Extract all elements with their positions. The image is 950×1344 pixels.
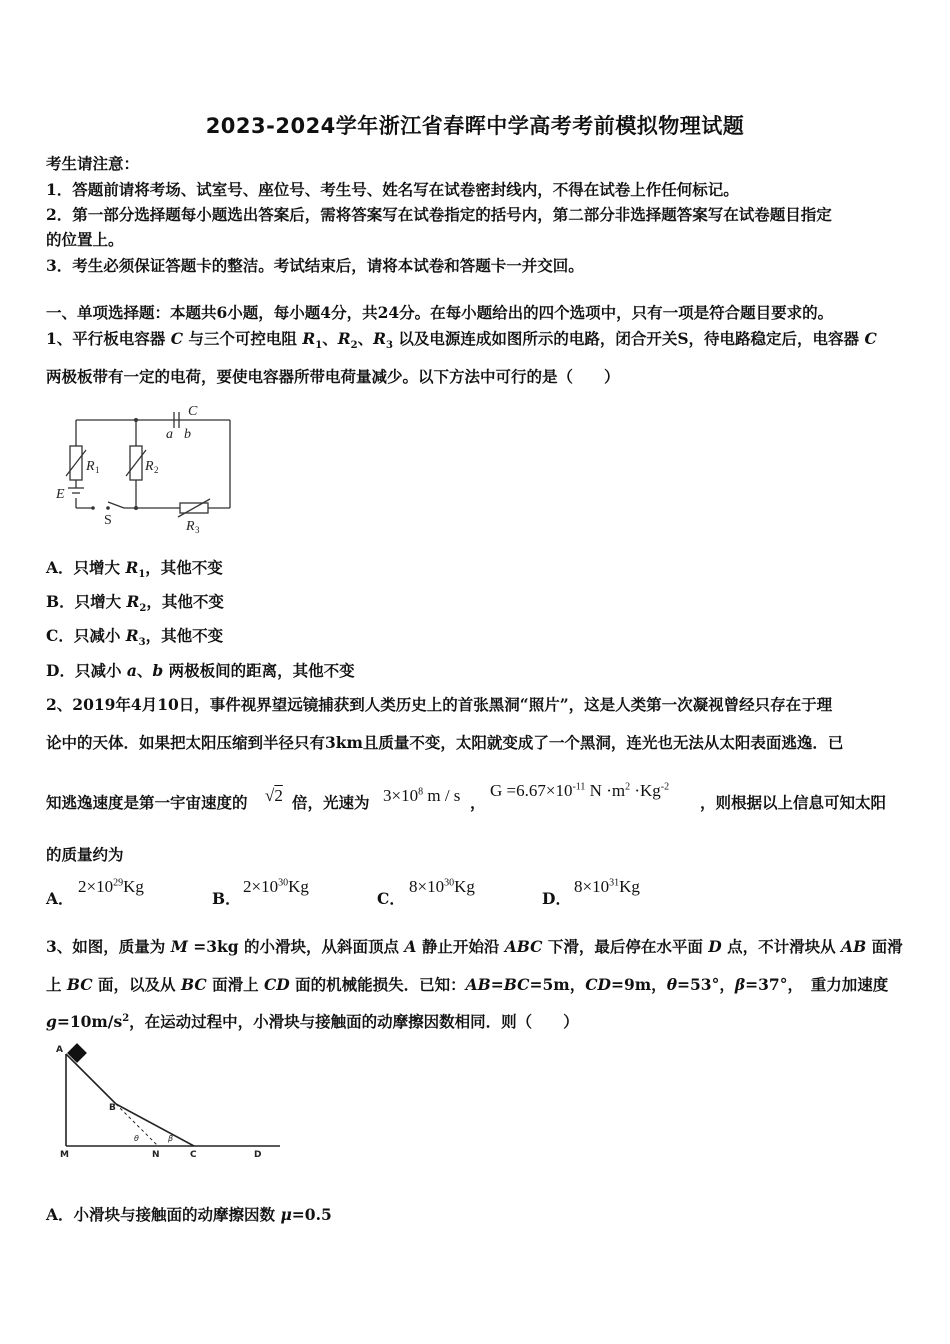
- q1-option-c: C．只减小 $R_3$，其他不变: [46, 626, 224, 649]
- q1-circuit-figure: [48, 398, 248, 538]
- q2-option-a-label: A．: [46, 889, 74, 908]
- svg-text:C: C: [188, 404, 198, 419]
- svg-text:2: 2: [154, 465, 159, 475]
- svg-text:b: b: [184, 427, 191, 442]
- svg-text:1: 1: [95, 465, 100, 475]
- q1-option-a: A．只增大 $R_1$，其他不变: [46, 558, 223, 581]
- svg-text:S: S: [104, 513, 112, 528]
- q2-option-a-value: $2\times 10^{29}Kg$: [78, 877, 144, 896]
- q2-option-b-value: $2\times 10^{30}Kg$: [243, 877, 309, 896]
- q1-option-b: B．只增大 $R_2$，其他不变: [46, 592, 224, 615]
- svg-text:D: D: [254, 1150, 262, 1160]
- svg-text:θ: θ: [134, 1134, 139, 1143]
- q2-stem-line2: 论中的天体．如果把太阳压缩到半径只有3km且质量不变，太阳就变成了一个黑洞，连光也无法从太阳表面逃逸．已: [46, 733, 844, 752]
- svg-text:C: C: [190, 1150, 197, 1160]
- notice-item: 3．考生必须保证答题卡的整洁。考试结束后，请将本试卷和答题卡一并交回。: [46, 256, 584, 275]
- q2-option-c-value: $8\times 10^{30}Kg$: [409, 877, 475, 896]
- svg-text:M: M: [60, 1150, 69, 1160]
- svg-text:N: N: [152, 1150, 160, 1160]
- slider-block: [67, 1043, 87, 1063]
- svg-text:R: R: [86, 459, 95, 474]
- svg-text:β: β: [168, 1134, 174, 1143]
- section-heading: 一、单项选择题：本题共6小题，每小题4分，共24分。在每小题给出的四个选项中，只有一项是符合题目要求的。: [46, 303, 834, 322]
- q2-light-speed: $3\times 10^8$ m / s: [383, 786, 461, 805]
- q1-stem-line1: 1、平行板电容器 C 与三个可控电阻 $R_1$、$R_2$、$R_3$ 以及电源连成如图所示的电路，闭合开关S，待电路稳定后，电容器 C: [46, 329, 877, 352]
- notice-item: 1．答题前请将考场、试室号、座位号、考生号、姓名写在试卷密封线内，不得在试卷上作任何标记。: [46, 180, 739, 199]
- svg-text:a: a: [166, 427, 173, 442]
- notice-item: 2．第一部分选择题每小题选出答案后，需将答案写在试卷指定的括号内，第二部分非选择题答案写在试卷题目指定: [46, 205, 832, 224]
- page-title: 2023-2024学年浙江省春晖中学高考考前模拟物理试题: [205, 114, 745, 138]
- q2-stem-line4: 的质量约为: [46, 845, 124, 864]
- q2-sqrt-formula: √2: [265, 786, 283, 805]
- q2-option-d-label: D．: [542, 889, 571, 908]
- q1-stem-line2: 两极板带有一定的电荷，要使电容器所带电荷量减少。以下方法中可行的是（ ）: [46, 367, 620, 386]
- q2-option-d-value: $8\times 10^{31}Kg$: [574, 877, 640, 896]
- q2-stem-line3b: 倍，光速为: [292, 793, 370, 812]
- q2-stem-line3a: 知逃逸速度是第一宇宙速度的: [46, 793, 248, 812]
- q2-stem-line3c: ，则根据以上信息可知太阳: [700, 793, 887, 812]
- svg-text:E: E: [56, 487, 65, 502]
- q3-option-a: A．小滑块与接触面的动摩擦因数 μ=0.5: [46, 1205, 332, 1224]
- q2-comma: ，: [470, 793, 486, 812]
- svg-text:R: R: [186, 519, 195, 534]
- svg-text:R: R: [145, 459, 154, 474]
- notice-item: 的位置上。: [46, 230, 124, 249]
- svg-text:B: B: [109, 1103, 116, 1113]
- q3-stem-line1: 3、如图，质量为 M =3kg 的小滑块，从斜面顶点 A 静止开始沿 ABC 下滑，最后停在水平面 D 点，不计滑块从 AB 面滑: [46, 937, 903, 956]
- q2-option-b-label: B．: [212, 889, 241, 908]
- q3-incline-figure: [54, 1040, 294, 1165]
- q3-stem-line2: 上 BC 面，以及从 BC 面滑上 CD 面的机械能损失．已知：AB=BC=5m，CD=9m，θ=53°，β=37°， 重力加速度: [46, 975, 889, 994]
- svg-text:3: 3: [195, 525, 200, 535]
- q3-stem-line3: $g=10m/s^2$，在运动过程中，小滑块与接触面的动摩擦因数相同．则（ ）: [46, 1012, 579, 1031]
- q2-stem-line1: 2、2019年4月10日，事件视界望远镜捕获到人类历史上的首张黑洞“照片”，这是人类第一次凝视曾经只存在于理: [46, 695, 833, 714]
- q1-option-d: D．只减小 a、b 两极板间的距离，其他不变: [46, 661, 355, 680]
- q2-gravity-constant: $G =6.67\times 10^{-11}$ $N \cdot m^2 \cdot Kg^{-2}$: [490, 781, 670, 800]
- notice-heading: 考生请注意：: [46, 154, 140, 173]
- svg-text:A: A: [56, 1045, 63, 1055]
- q2-option-c-label: C．: [377, 889, 405, 908]
